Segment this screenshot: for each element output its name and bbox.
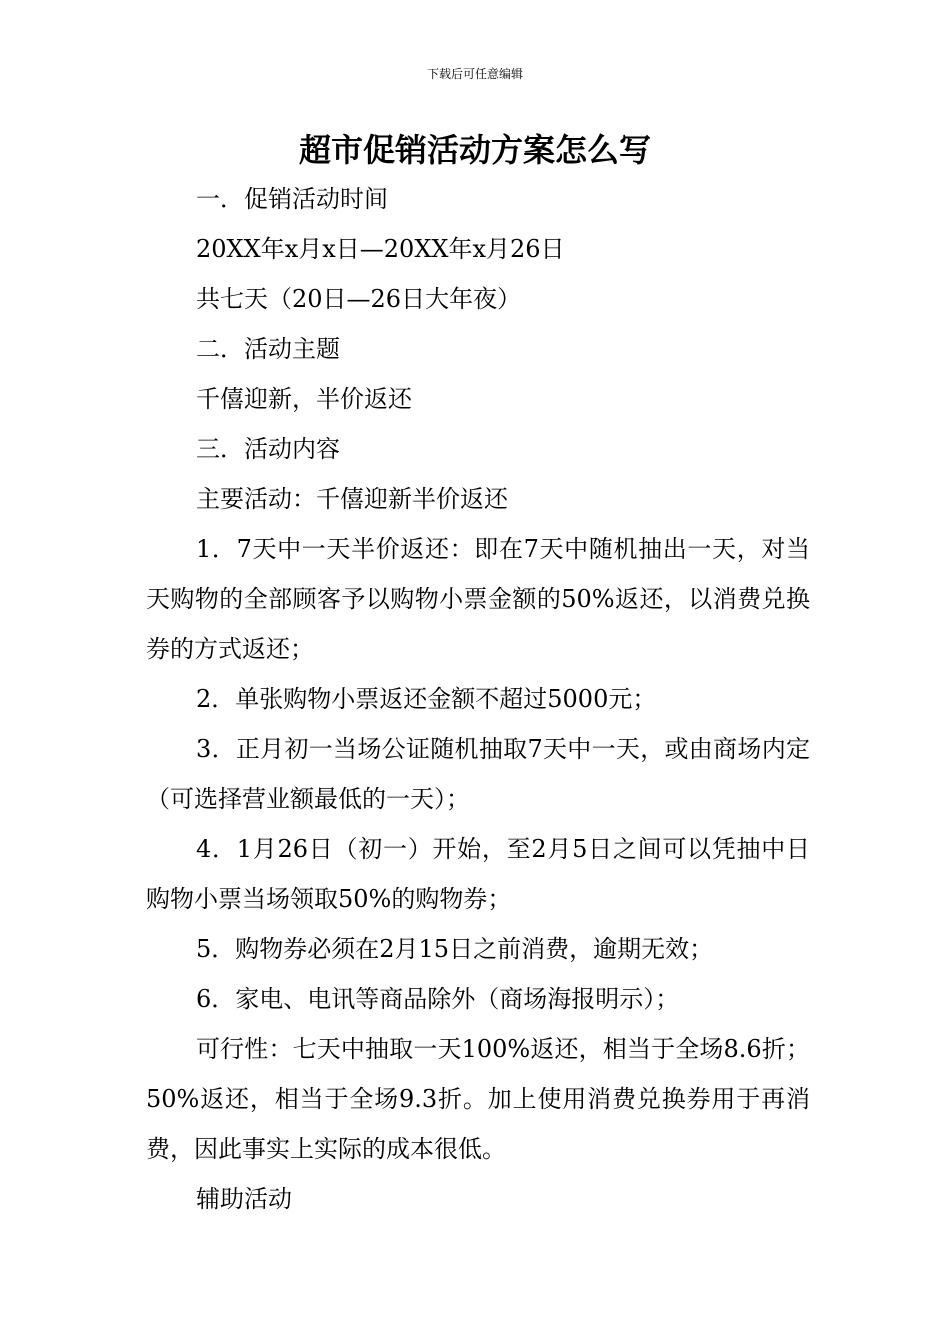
document-title: 超市促销活动方案怎么写: [298, 131, 651, 169]
list-item-5: 5．购物券必须在2月15日之前消费，逾期无效；: [196, 935, 714, 963]
paragraph-feasibility: 可行性：七天中抽取一天100%返还，相当于全场8.6折；50%返还，相当于全场9.3折。加上使用消费兑换券用于再消费，因此事实上实际的成本很低。: [146, 1035, 810, 1163]
list-item-3: 3．正月初一当场公证随机抽取7天中一天，或由商场内定（可选择营业额最低的一天）；: [146, 735, 810, 813]
list-item-1: 1．7天中一天半价返还：即在7天中随机抽出一天，对当天购物的全部顾客予以购物小票金额的50%返还，以消费兑换券的方式返还；: [146, 535, 810, 663]
section-heading-time: 一．促销活动时间: [196, 185, 388, 213]
paragraph-main-activity: 主要活动：千僖迎新半价返还: [196, 485, 508, 513]
list-item-2: 2．单张购物小票返还金额不超过5000元；: [196, 685, 657, 713]
paragraph-duration: 共七天（20日—26日大年夜）: [196, 285, 522, 313]
document-body: [146, 174, 810, 1224]
list-item-4: 4．1月26日（初一）开始，至2月5日之间可以凭抽中日购物小票当场领取50%的购物券；: [146, 835, 810, 913]
paragraph-auxiliary-activity: 辅助活动: [196, 1185, 292, 1213]
paragraph-theme: 千僖迎新，半价返还: [196, 385, 412, 413]
paragraph-date-range: 20XX年x月x日—20XX年x月26日: [196, 235, 565, 263]
section-heading-theme: 二．活动主题: [196, 335, 340, 363]
header-note: 下载后可任意编辑: [426, 67, 523, 81]
section-heading-content: 三．活动内容: [196, 435, 340, 463]
list-item-6: 6．家电、电讯等商品除外（商场海报明示）；: [196, 985, 680, 1013]
